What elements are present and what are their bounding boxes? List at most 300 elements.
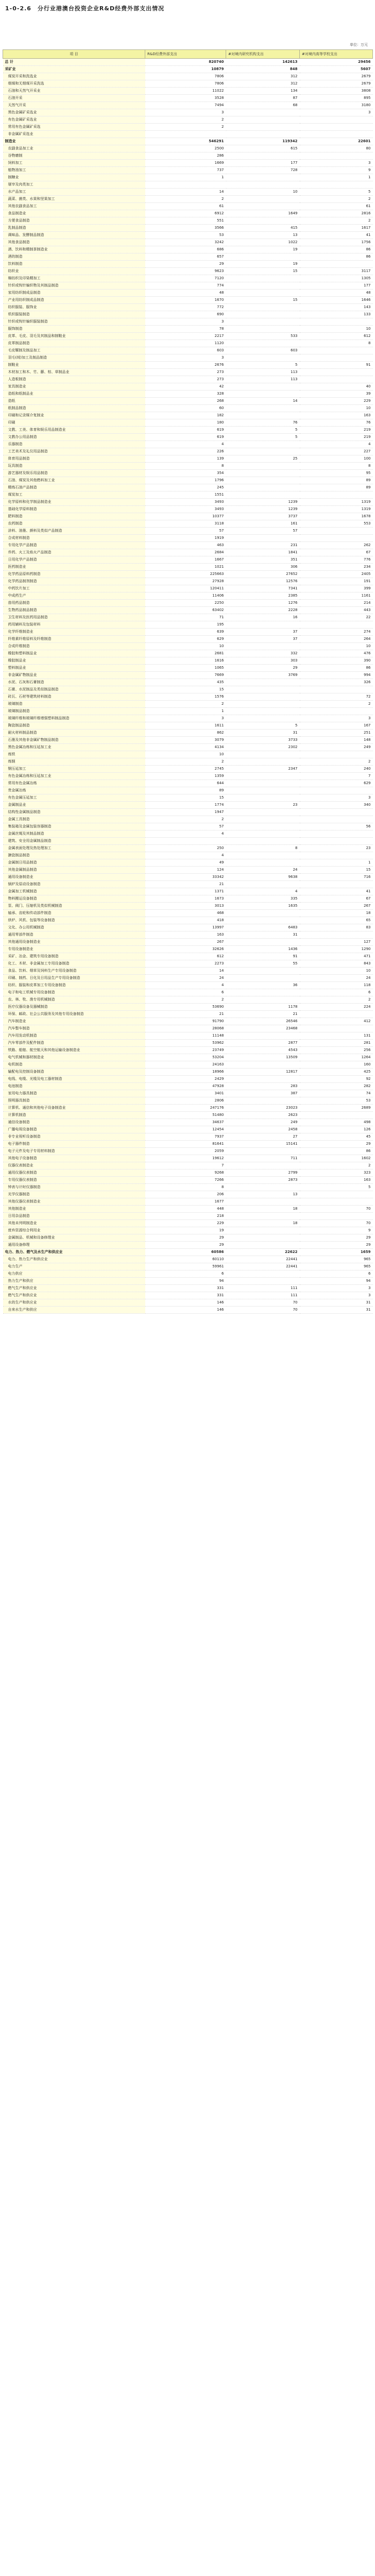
row-industry-name: 玩具制造 — [3, 463, 145, 470]
row-total-expenditure: 2806 — [145, 1097, 226, 1105]
table-row — [3, 766, 373, 773]
table-row — [3, 592, 373, 600]
row-university-expenditure — [300, 376, 373, 383]
row-research-institution-expenditure — [226, 463, 300, 470]
row-university-expenditure: 1319 — [300, 499, 373, 506]
row-industry-name: 汽车零部件及配件制造 — [3, 1040, 145, 1047]
row-total-expenditure: 1669 — [145, 160, 226, 167]
row-industry-name: 化学药品制剂制造 — [3, 578, 145, 585]
table-row — [3, 441, 373, 448]
row-industry-name: 玻璃制造 — [3, 701, 145, 708]
row-industry-name: 汽车用发动机制造 — [3, 1032, 145, 1040]
row-research-institution-expenditure — [226, 1213, 300, 1220]
row-research-institution-expenditure: 18 — [226, 1220, 300, 1227]
column-header-total: R&D经费外部支出 — [145, 50, 226, 59]
table-row — [3, 268, 373, 275]
row-university-expenditure: 2 — [300, 758, 373, 766]
row-total-expenditure: 1919 — [145, 535, 226, 542]
table-row — [3, 499, 373, 506]
row-research-institution-expenditure: 24 — [226, 867, 300, 874]
table-row — [3, 412, 373, 419]
row-total-expenditure: 639 — [145, 629, 226, 636]
table-row — [3, 1177, 373, 1184]
row-industry-name: 非金属矿物制品业 — [3, 672, 145, 679]
row-university-expenditure: 340 — [300, 802, 373, 809]
row-research-institution-expenditure — [226, 881, 300, 888]
row-university-expenditure: 1305 — [300, 275, 373, 282]
row-total-expenditure: 1667 — [145, 556, 226, 564]
row-industry-name: 纤维素纤维原料及纤维制造 — [3, 636, 145, 643]
table-row — [3, 996, 373, 1004]
row-industry-name: 贵金属冶炼 — [3, 787, 145, 794]
row-industry-name: 钢压延加工 — [3, 766, 145, 773]
table-row — [3, 1249, 373, 1256]
row-industry-name: 屠宰及肉类加工 — [3, 181, 145, 189]
row-university-expenditure: 471 — [300, 953, 373, 960]
row-university-expenditure: 3117 — [300, 268, 373, 275]
row-university-expenditure: 895 — [300, 95, 373, 102]
table-header-row — [3, 50, 373, 59]
table-row — [3, 1206, 373, 1213]
row-research-institution-expenditure: 57 — [226, 528, 300, 535]
row-total-expenditure: 1611 — [145, 722, 226, 730]
row-industry-name: 石膏、水泥制品及类似制品制造 — [3, 686, 145, 693]
row-industry-name: 石油和天然气开采业 — [3, 88, 145, 95]
row-total-expenditure: 3 — [145, 109, 226, 116]
column-header-item: 项 目 — [3, 50, 145, 59]
row-industry-name: 食品、饮料、烟草及饲料生产专用设备制造 — [3, 968, 145, 975]
row-total-expenditure: 328 — [145, 391, 226, 398]
row-industry-name: 针织或钩针编织服装制造 — [3, 318, 145, 326]
table-row — [3, 1025, 373, 1032]
row-research-institution-expenditure: 351 — [226, 556, 300, 564]
row-research-institution-expenditure: 111 — [226, 1292, 300, 1299]
row-research-institution-expenditure: 70 — [226, 1299, 300, 1307]
table-row — [3, 1184, 373, 1191]
table-row — [3, 730, 373, 737]
table-row — [3, 484, 373, 492]
table-row — [3, 1133, 373, 1141]
row-industry-name: 纺织、服装和皮革加工专用设备制造 — [3, 982, 145, 989]
table-row — [3, 1069, 373, 1076]
row-industry-name: 专用化学产品制造 — [3, 542, 145, 549]
row-industry-name: 合成纤维制造 — [3, 643, 145, 650]
row-research-institution-expenditure — [226, 823, 300, 831]
table-row — [3, 427, 373, 434]
row-total-expenditure: 163 — [145, 931, 226, 939]
row-research-institution-expenditure — [226, 253, 300, 261]
row-research-institution-expenditure: 303 — [226, 657, 300, 665]
row-university-expenditure: 22 — [300, 614, 373, 621]
row-total-expenditure: 42 — [145, 383, 226, 391]
row-research-institution-expenditure — [226, 492, 300, 499]
row-research-institution-expenditure: 387 — [226, 1090, 300, 1097]
table-row — [3, 391, 373, 398]
row-industry-name: 电力供应 — [3, 1270, 145, 1278]
row-university-expenditure: 2 — [300, 217, 373, 225]
row-research-institution-expenditure: 13 — [226, 232, 300, 239]
row-industry-name: 文教办公用品制造 — [3, 434, 145, 441]
row-university-expenditure: 6 — [300, 1270, 373, 1278]
row-research-institution-expenditure: 22441 — [226, 1256, 300, 1263]
page-title: 1-0-2.6 分行业港澳台投资企业R&D经费外部支出情况 — [5, 5, 165, 12]
table-row — [3, 1227, 373, 1234]
row-total-expenditure: 24 — [145, 975, 226, 982]
table-row — [3, 138, 373, 145]
table-row — [3, 542, 373, 549]
row-industry-name: 通用设备修理 — [3, 1242, 145, 1249]
row-total-expenditure: 2684 — [145, 549, 226, 556]
row-university-expenditure: 1602 — [300, 1155, 373, 1162]
row-research-institution-expenditure: 22622 — [226, 1249, 300, 1256]
row-total-expenditure: 7669 — [145, 672, 226, 679]
row-university-expenditure: 127 — [300, 939, 373, 946]
table-row — [3, 73, 373, 80]
row-university-expenditure: 177 — [300, 282, 373, 290]
table-row — [3, 506, 373, 513]
row-university-expenditure: 264 — [300, 636, 373, 643]
row-industry-name: 植物油加工 — [3, 167, 145, 174]
row-research-institution-expenditure — [226, 1198, 300, 1206]
row-total-expenditure: 3 — [145, 715, 226, 722]
row-total-expenditure: 3 — [145, 318, 226, 326]
row-total-expenditure: 11406 — [145, 592, 226, 600]
row-university-expenditure: 61 — [300, 203, 373, 210]
row-total-expenditure: 3118 — [145, 520, 226, 528]
row-industry-name: 热力生产和供应 — [3, 1278, 145, 1285]
row-university-expenditure: 56 — [300, 823, 373, 831]
row-university-expenditure: 133 — [300, 311, 373, 318]
table-row — [3, 297, 373, 304]
row-research-institution-expenditure: 728 — [226, 167, 300, 174]
row-total-expenditure: 81641 — [145, 1141, 226, 1148]
table-row — [3, 477, 373, 484]
row-university-expenditure — [300, 1191, 373, 1198]
row-research-institution-expenditure — [226, 679, 300, 686]
row-university-expenditure: 2 — [300, 1162, 373, 1170]
row-total-expenditure: 15 — [145, 794, 226, 802]
row-total-expenditure: 29 — [145, 261, 226, 268]
row-university-expenditure: 965 — [300, 1263, 373, 1270]
table-row — [3, 614, 373, 621]
row-total-expenditure: 12454 — [145, 1126, 226, 1133]
row-industry-name: 铁路、船舶、航空航天和其他运输设备制造业 — [3, 1047, 145, 1054]
row-research-institution-expenditure — [226, 383, 300, 391]
row-total-expenditure: 820740 — [145, 59, 226, 66]
row-total-expenditure: 3242 — [145, 239, 226, 246]
row-total-expenditure: 245 — [145, 484, 226, 492]
row-total-expenditure: 206 — [145, 1191, 226, 1198]
row-industry-name: 化学原料和化学制品制造业 — [3, 499, 145, 506]
table-row — [3, 1170, 373, 1177]
table-row — [3, 1263, 373, 1270]
row-research-institution-expenditure — [226, 693, 300, 701]
row-research-institution-expenditure: 306 — [226, 564, 300, 571]
row-research-institution-expenditure: 22441 — [226, 1263, 300, 1270]
row-total-expenditure: 619 — [145, 427, 226, 434]
table-row — [3, 1054, 373, 1061]
row-total-expenditure: 71 — [145, 614, 226, 621]
row-total-expenditure: 29 — [145, 1242, 226, 1249]
table-row — [3, 672, 373, 679]
row-research-institution-expenditure — [226, 203, 300, 210]
row-research-institution-expenditure — [226, 441, 300, 448]
row-research-institution-expenditure: 31 — [226, 931, 300, 939]
row-total-expenditure: 4 — [145, 852, 226, 859]
table-row — [3, 513, 373, 520]
table-row — [3, 968, 373, 975]
row-industry-name: 饮料制造 — [3, 261, 145, 268]
table-row — [3, 88, 373, 95]
row-research-institution-expenditure — [226, 174, 300, 181]
row-research-institution-expenditure: 2302 — [226, 744, 300, 751]
row-industry-name: 砖瓦、石材等建筑材料制造 — [3, 693, 145, 701]
row-industry-name: 天然气开采 — [3, 102, 145, 109]
row-total-expenditure: 1359 — [145, 773, 226, 780]
table-row — [3, 369, 373, 376]
row-industry-name: 其他食品制造 — [3, 239, 145, 246]
table-row — [3, 643, 373, 650]
row-industry-name: 其他农副食品加工 — [3, 203, 145, 210]
table-row — [3, 1040, 373, 1047]
row-university-expenditure: 89 — [300, 477, 373, 484]
row-research-institution-expenditure: 332 — [226, 650, 300, 657]
table-row — [3, 564, 373, 571]
table-row — [3, 693, 373, 701]
table-row — [3, 1285, 373, 1292]
row-industry-name: 药用辅料及包装材料 — [3, 621, 145, 629]
table-row — [3, 1155, 373, 1162]
row-research-institution-expenditure: 312 — [226, 80, 300, 88]
row-research-institution-expenditure: 615 — [226, 145, 300, 152]
row-total-expenditure: 6 — [145, 1270, 226, 1278]
row-university-expenditure: 3808 — [300, 88, 373, 95]
row-research-institution-expenditure: 113 — [226, 376, 300, 383]
row-university-expenditure: 3 — [300, 715, 373, 722]
row-total-expenditure: 19 — [145, 1227, 226, 1234]
row-research-institution-expenditure — [226, 1162, 300, 1170]
row-total-expenditure: 435 — [145, 679, 226, 686]
table-row — [3, 794, 373, 802]
row-industry-name: 农副食品加工业 — [3, 145, 145, 152]
row-industry-name: 炼铁 — [3, 751, 145, 758]
row-research-institution-expenditure: 12817 — [226, 1069, 300, 1076]
row-total-expenditure: 546291 — [145, 138, 226, 145]
row-research-institution-expenditure: 603 — [226, 347, 300, 354]
table-row — [3, 722, 373, 730]
row-university-expenditure: 249 — [300, 744, 373, 751]
row-research-institution-expenditure — [226, 116, 300, 124]
row-total-expenditure: 2500 — [145, 145, 226, 152]
row-total-expenditure: 1947 — [145, 809, 226, 816]
row-university-expenditure: 476 — [300, 650, 373, 657]
table-row — [3, 1234, 373, 1242]
table-row — [3, 1220, 373, 1227]
row-university-expenditure: 227 — [300, 448, 373, 455]
row-research-institution-expenditure — [226, 910, 300, 917]
row-research-institution-expenditure: 15 — [226, 297, 300, 304]
row-total-expenditure: 7266 — [145, 1177, 226, 1184]
table-row — [3, 600, 373, 607]
row-total-expenditure: 2273 — [145, 960, 226, 968]
row-university-expenditure: 214 — [300, 600, 373, 607]
row-research-institution-expenditure: 87 — [226, 95, 300, 102]
row-university-expenditure: 399 — [300, 585, 373, 592]
row-industry-name: 采矿业 — [3, 66, 145, 73]
table-row — [3, 903, 373, 910]
row-total-expenditure: 7 — [145, 1162, 226, 1170]
row-research-institution-expenditure — [226, 1242, 300, 1249]
row-university-expenditure — [300, 838, 373, 845]
row-research-institution-expenditure — [226, 787, 300, 794]
row-industry-name: 集装箱及金属包装容器制造 — [3, 823, 145, 831]
row-research-institution-expenditure: 15141 — [226, 1141, 300, 1148]
row-university-expenditure: 148 — [300, 737, 373, 744]
row-research-institution-expenditure: 2385 — [226, 592, 300, 600]
table-row — [3, 629, 373, 636]
row-industry-name: 精炼石油产品制造 — [3, 484, 145, 492]
row-industry-name: 光学仪器制造 — [3, 1191, 145, 1198]
row-research-institution-expenditure — [226, 794, 300, 802]
row-industry-name: 农药制造 — [3, 520, 145, 528]
table-row — [3, 1083, 373, 1090]
row-research-institution-expenditure: 16 — [226, 614, 300, 621]
row-total-expenditure: 60110 — [145, 1256, 226, 1263]
row-industry-name: 日用化学产品制造 — [3, 556, 145, 564]
row-industry-name: 制鞋业 — [3, 362, 145, 369]
row-university-expenditure: 67 — [300, 895, 373, 903]
row-total-expenditure: 3493 — [145, 499, 226, 506]
row-university-expenditure: 390 — [300, 657, 373, 665]
row-industry-name: 通用设备制造业 — [3, 874, 145, 881]
row-total-expenditure: 124 — [145, 867, 226, 874]
row-industry-name: 其他金属制品制造 — [3, 867, 145, 874]
row-total-expenditure: 120411 — [145, 585, 226, 592]
row-university-expenditure — [300, 809, 373, 816]
row-research-institution-expenditure: 19 — [226, 261, 300, 268]
row-research-institution-expenditure: 76 — [226, 419, 300, 427]
table-row — [3, 1097, 373, 1105]
row-university-expenditure: 15 — [300, 867, 373, 874]
row-industry-name: 其他通用设备制造业 — [3, 939, 145, 946]
row-total-expenditure: 48 — [145, 290, 226, 297]
row-total-expenditure: 57 — [145, 528, 226, 535]
row-industry-name: 肥料制造 — [3, 513, 145, 520]
row-research-institution-expenditure: 13 — [226, 1191, 300, 1198]
row-total-expenditure: 49 — [145, 859, 226, 867]
row-university-expenditure — [300, 116, 373, 124]
row-university-expenditure: 3 — [300, 1285, 373, 1292]
table-row — [3, 758, 373, 766]
row-research-institution-expenditure: 283 — [226, 1083, 300, 1090]
row-research-institution-expenditure: 1276 — [226, 600, 300, 607]
row-university-expenditure: 1646 — [300, 297, 373, 304]
row-industry-name: 印刷 — [3, 419, 145, 427]
table-row — [3, 535, 373, 542]
row-industry-name: 电线、电缆、光缆及电工器材制造 — [3, 1076, 145, 1083]
table-row — [3, 398, 373, 405]
row-industry-name: 中药饮片加工 — [3, 585, 145, 592]
table-row — [3, 1011, 373, 1018]
row-university-expenditure: 1264 — [300, 1054, 373, 1061]
row-research-institution-expenditure: 3733 — [226, 737, 300, 744]
row-industry-name: 汽车制造业 — [3, 1018, 145, 1025]
row-research-institution-expenditure — [226, 758, 300, 766]
row-research-institution-expenditure: 711 — [226, 1155, 300, 1162]
row-industry-name: 纺织服装、服饰业 — [3, 304, 145, 311]
row-research-institution-expenditure: 21 — [226, 1011, 300, 1018]
row-total-expenditure: 60 — [145, 405, 226, 412]
row-research-institution-expenditure: 91 — [226, 953, 300, 960]
row-industry-name: 体育用品制造 — [3, 455, 145, 463]
row-research-institution-expenditure: 8 — [226, 845, 300, 852]
row-research-institution-expenditure: 10 — [226, 189, 300, 196]
table-row — [3, 953, 373, 960]
table-row — [3, 917, 373, 924]
row-research-institution-expenditure: 1649 — [226, 210, 300, 217]
row-research-institution-expenditure — [226, 708, 300, 715]
table-row — [3, 910, 373, 917]
row-industry-name: 石油开采 — [3, 95, 145, 102]
row-total-expenditure: 57 — [145, 823, 226, 831]
row-industry-name: 产业用纺织制成品制造 — [3, 297, 145, 304]
table-row — [3, 924, 373, 931]
row-industry-name: 金属加工机械制造 — [3, 888, 145, 895]
table-row — [3, 1119, 373, 1126]
row-total-expenditure: 1065 — [145, 665, 226, 672]
row-total-expenditure: 612 — [145, 953, 226, 960]
row-total-expenditure: 195 — [145, 621, 226, 629]
table-row — [3, 1198, 373, 1206]
table-row — [3, 290, 373, 297]
row-research-institution-expenditure: 1635 — [226, 903, 300, 910]
row-industry-name: 钟表与计时仪器制造 — [3, 1184, 145, 1191]
row-university-expenditure — [300, 816, 373, 823]
row-university-expenditure: 965 — [300, 1256, 373, 1263]
row-research-institution-expenditure — [226, 340, 300, 347]
row-research-institution-expenditure — [226, 318, 300, 326]
row-total-expenditure: 1021 — [145, 564, 226, 571]
row-university-expenditure: 282 — [300, 1083, 373, 1090]
row-industry-name: 计算机、通信和其他电子设备制造业 — [3, 1105, 145, 1112]
row-research-institution-expenditure: 5 — [226, 427, 300, 434]
row-industry-name: 汽车整车制造 — [3, 1025, 145, 1032]
table-row — [3, 701, 373, 708]
table-row — [3, 203, 373, 210]
table-row — [3, 737, 373, 744]
row-industry-name: 输配电及控制设备制造 — [3, 1069, 145, 1076]
row-research-institution-expenditure: 27652 — [226, 571, 300, 578]
row-university-expenditure: 10 — [300, 405, 373, 412]
row-university-expenditure: 70 — [300, 1206, 373, 1213]
table-row — [3, 939, 373, 946]
table-row — [3, 102, 373, 109]
row-total-expenditure: 7937 — [145, 1133, 226, 1141]
table-row — [3, 1213, 373, 1220]
row-industry-name: 环保、邮政、社会公共服务及其他专用设备制造 — [3, 1011, 145, 1018]
row-research-institution-expenditure: 533 — [226, 333, 300, 340]
row-university-expenditure: 126 — [300, 1126, 373, 1133]
unit-label: 单位：万元 — [350, 43, 368, 47]
row-research-institution-expenditure: 14 — [226, 398, 300, 405]
row-industry-name: 水泥、石灰和石膏制造 — [3, 679, 145, 686]
table-row — [3, 347, 373, 354]
row-total-expenditure: 53204 — [145, 1054, 226, 1061]
row-total-expenditure: 218 — [145, 1213, 226, 1220]
table-row — [3, 859, 373, 867]
row-research-institution-expenditure: 23023 — [226, 1105, 300, 1112]
row-industry-name: 物料搬运设备制造 — [3, 895, 145, 903]
